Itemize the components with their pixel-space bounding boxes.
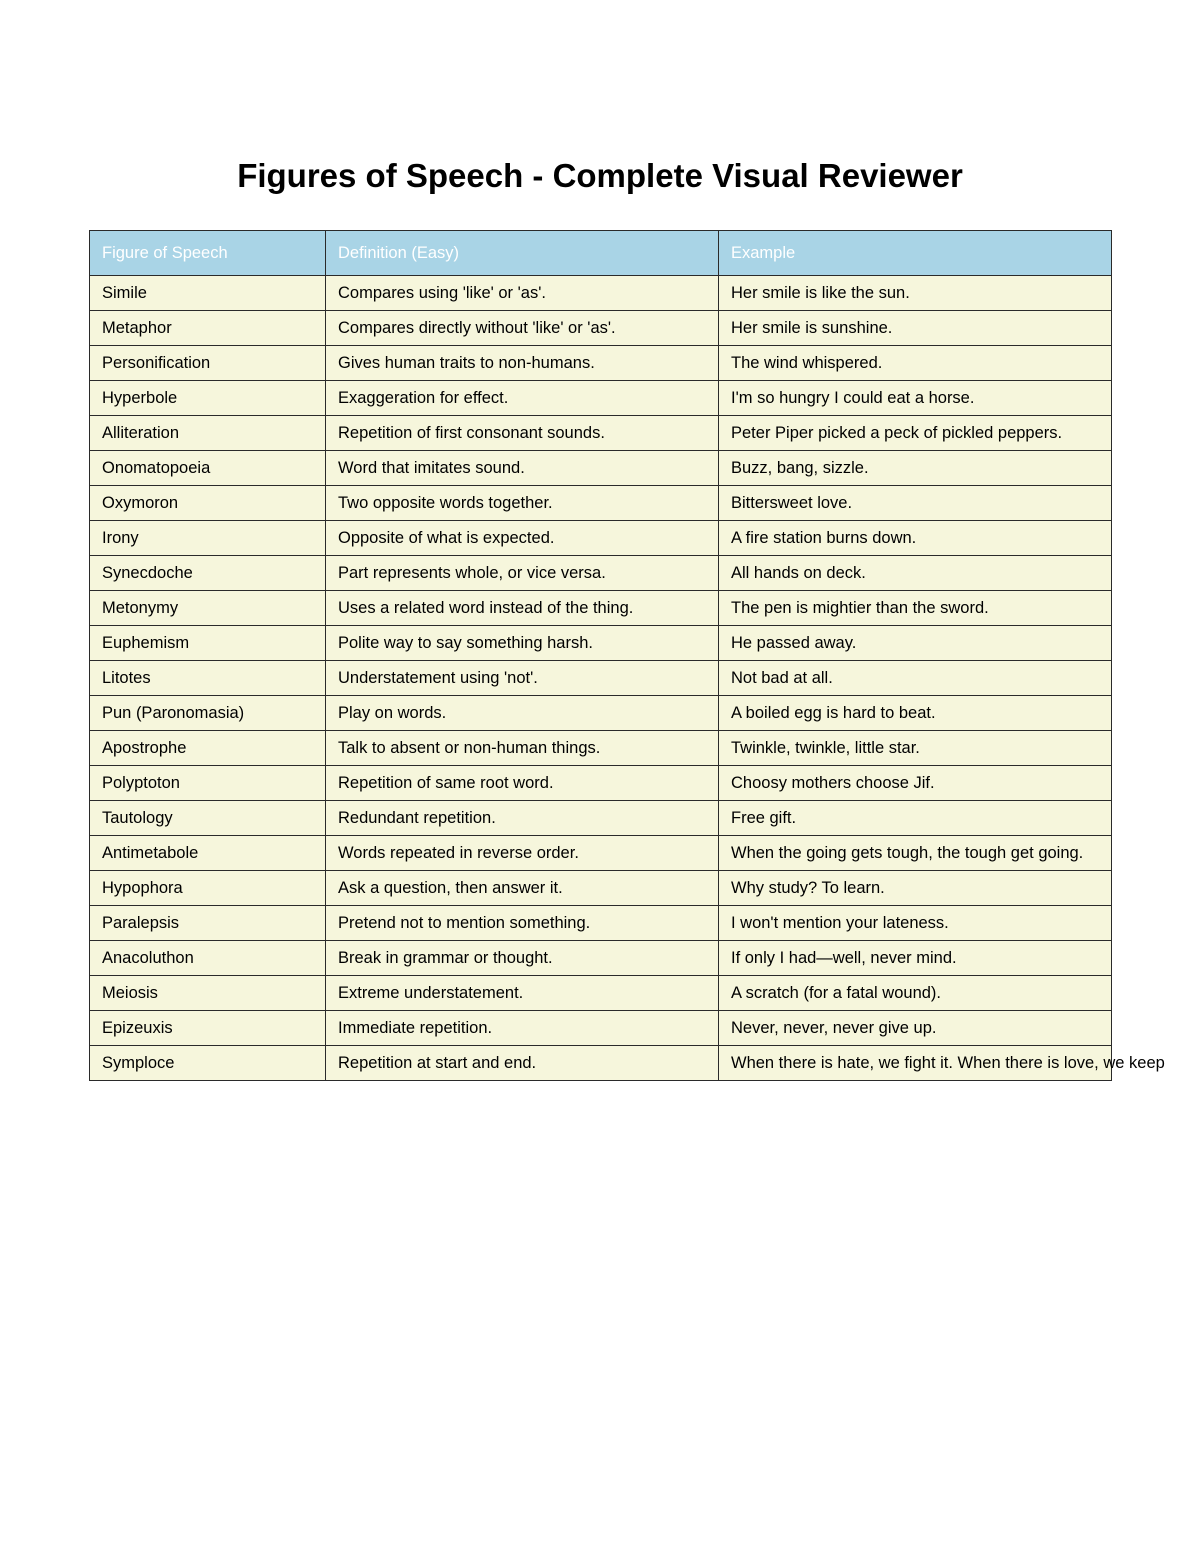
- cell-definition: Ask a question, then answer it.: [326, 871, 719, 906]
- cell-example-text: Why study? To learn.: [731, 878, 885, 897]
- cell-example-text: The pen is mightier than the sword.: [731, 598, 989, 617]
- cell-example: [719, 346, 1112, 381]
- cell-example-text: When there is hate, we fight it. When there is love, we keep: [731, 1053, 1165, 1072]
- cell-figure: Simile: [90, 276, 326, 311]
- table-row: [90, 276, 1112, 311]
- cell-example: [719, 696, 1112, 731]
- table-row: [90, 486, 1112, 521]
- table-header: [90, 231, 1112, 276]
- page-title: Figures of Speech - Complete Visual Reviewer: [237, 157, 963, 194]
- table-row: [90, 416, 1112, 451]
- table-row: [90, 556, 1112, 591]
- cell-figure: Hyperbole: [90, 381, 326, 416]
- cell-figure: Metaphor: [90, 311, 326, 346]
- cell-example-text: Never, never, never give up.: [731, 1018, 937, 1037]
- cell-definition: Compares using 'like' or 'as'.: [326, 276, 719, 311]
- table-row: [90, 591, 1112, 626]
- header-row: [90, 231, 1112, 276]
- cell-figure: Epizeuxis: [90, 1011, 326, 1046]
- cell-definition: Redundant repetition.: [326, 801, 719, 836]
- cell-example-text: Peter Piper picked a peck of pickled peppers.: [731, 423, 1063, 442]
- cell-example: [719, 941, 1112, 976]
- cell-example-text: A scratch (for a fatal wound).: [731, 983, 942, 1002]
- cell-example: [719, 626, 1112, 661]
- cell-definition: Opposite of what is expected.: [326, 521, 719, 556]
- cell-figure: Anacoluthon: [90, 941, 326, 976]
- cell-definition: Immediate repetition.: [326, 1011, 719, 1046]
- column-header-example: Example: [719, 231, 1112, 276]
- cell-figure: Personification: [90, 346, 326, 381]
- cell-definition: Uses a related word instead of the thing.: [326, 591, 719, 626]
- cell-definition: Extreme understatement.: [326, 976, 719, 1011]
- column-header-figure: Figure of Speech: [90, 231, 326, 276]
- table-row: [90, 801, 1112, 836]
- figures-of-speech-table: [89, 230, 1165, 1081]
- table-row: [90, 661, 1112, 696]
- table-row: [90, 451, 1112, 486]
- cell-figure: Meiosis: [90, 976, 326, 1011]
- cell-example: [719, 276, 1112, 311]
- cell-example-text: Bittersweet love.: [731, 493, 853, 512]
- cell-figure: Hypophora: [90, 871, 326, 906]
- cell-example: [719, 836, 1112, 871]
- table-row: [90, 941, 1112, 976]
- table-row: [90, 521, 1112, 556]
- cell-definition: Gives human traits to non-humans.: [326, 346, 719, 381]
- cell-figure: Oxymoron: [90, 486, 326, 521]
- cell-definition: Word that imitates sound.: [326, 451, 719, 486]
- cell-definition: Break in grammar or thought.: [326, 941, 719, 976]
- cell-example-text: Her smile is sunshine.: [731, 318, 893, 337]
- cell-definition: Repetition of same root word.: [326, 766, 719, 801]
- cell-example: [719, 381, 1112, 416]
- table-row: [90, 381, 1112, 416]
- table-row: [90, 1011, 1112, 1046]
- table-row: [90, 346, 1112, 381]
- cell-example: [719, 591, 1112, 626]
- cell-figure: Polyptoton: [90, 766, 326, 801]
- cell-figure: Antimetabole: [90, 836, 326, 871]
- cell-definition: Talk to absent or non-human things.: [326, 731, 719, 766]
- cell-example: [719, 801, 1112, 836]
- cell-example-text: The wind whispered.: [731, 353, 883, 372]
- cell-figure: Synecdoche: [90, 556, 326, 591]
- column-header-definition: Definition (Easy): [326, 231, 719, 276]
- table-row: [90, 1046, 1112, 1081]
- cell-definition: Repetition at start and end.: [326, 1046, 719, 1081]
- cell-example-text: When the going gets tough, the tough get going.: [731, 843, 1084, 862]
- cell-definition: Two opposite words together.: [326, 486, 719, 521]
- cell-example: [719, 871, 1112, 906]
- cell-example-text: Free gift.: [731, 808, 797, 827]
- cell-definition: Understatement using 'not'.: [326, 661, 719, 696]
- cell-definition: Part represents whole, or vice versa.: [326, 556, 719, 591]
- table-row: [90, 311, 1112, 346]
- cell-figure: Litotes: [90, 661, 326, 696]
- cell-figure: Paralepsis: [90, 906, 326, 941]
- table-row: [90, 731, 1112, 766]
- cell-example: [719, 766, 1112, 801]
- cell-example-text: Not bad at all.: [731, 668, 833, 687]
- cell-example-text: If only I had—well, never mind.: [731, 948, 957, 967]
- cell-figure: Symploce: [90, 1046, 326, 1081]
- cell-example: [719, 906, 1112, 941]
- cell-definition: Polite way to say something harsh.: [326, 626, 719, 661]
- cell-example-text: Her smile is like the sun.: [731, 283, 910, 302]
- cell-example: [719, 311, 1112, 346]
- cell-figure: Pun (Paronomasia): [90, 696, 326, 731]
- cell-example-text: A boiled egg is hard to beat.: [731, 703, 936, 722]
- cell-definition: Pretend not to mention something.: [326, 906, 719, 941]
- cell-figure: Apostrophe: [90, 731, 326, 766]
- table-row: [90, 696, 1112, 731]
- table-row: [90, 906, 1112, 941]
- cell-figure: Tautology: [90, 801, 326, 836]
- cell-example: [719, 486, 1112, 521]
- cell-example-text: I'm so hungry I could eat a horse.: [731, 388, 975, 407]
- reviewer-table-container: [89, 230, 1165, 1081]
- cell-example-text: Twinkle, twinkle, little star.: [731, 738, 920, 757]
- cell-example: [719, 731, 1112, 766]
- cell-example: [719, 451, 1112, 486]
- cell-definition: Play on words.: [326, 696, 719, 731]
- table-row: [90, 836, 1112, 871]
- cell-example-text: All hands on deck.: [731, 563, 866, 582]
- cell-figure: Euphemism: [90, 626, 326, 661]
- cell-example: [719, 556, 1112, 591]
- cell-definition: Words repeated in reverse order.: [326, 836, 719, 871]
- cell-example-text: Buzz, bang, sizzle.: [731, 458, 869, 477]
- table-row: [90, 976, 1112, 1011]
- cell-figure: Onomatopoeia: [90, 451, 326, 486]
- table-body: [90, 276, 1165, 1081]
- cell-definition: Compares directly without 'like' or 'as'.: [326, 311, 719, 346]
- cell-example-text: He passed away.: [731, 633, 857, 652]
- cell-example: [719, 1046, 1165, 1081]
- cell-example-text: Choosy mothers choose Jif.: [731, 773, 935, 792]
- table-row: [90, 766, 1112, 801]
- table-row: [90, 871, 1112, 906]
- cell-example: [719, 416, 1112, 451]
- cell-definition: Repetition of first consonant sounds.: [326, 416, 719, 451]
- cell-figure: Alliteration: [90, 416, 326, 451]
- table-row: [90, 626, 1112, 661]
- cell-example: [719, 521, 1112, 556]
- cell-example: [719, 1011, 1112, 1046]
- cell-example: [719, 661, 1112, 696]
- cell-figure: Metonymy: [90, 591, 326, 626]
- cell-figure: Irony: [90, 521, 326, 556]
- cell-example-text: I won't mention your lateness.: [731, 913, 949, 932]
- cell-example: [719, 976, 1112, 1011]
- cell-definition: Exaggeration for effect.: [326, 381, 719, 416]
- cell-example-text: A fire station burns down.: [731, 528, 917, 547]
